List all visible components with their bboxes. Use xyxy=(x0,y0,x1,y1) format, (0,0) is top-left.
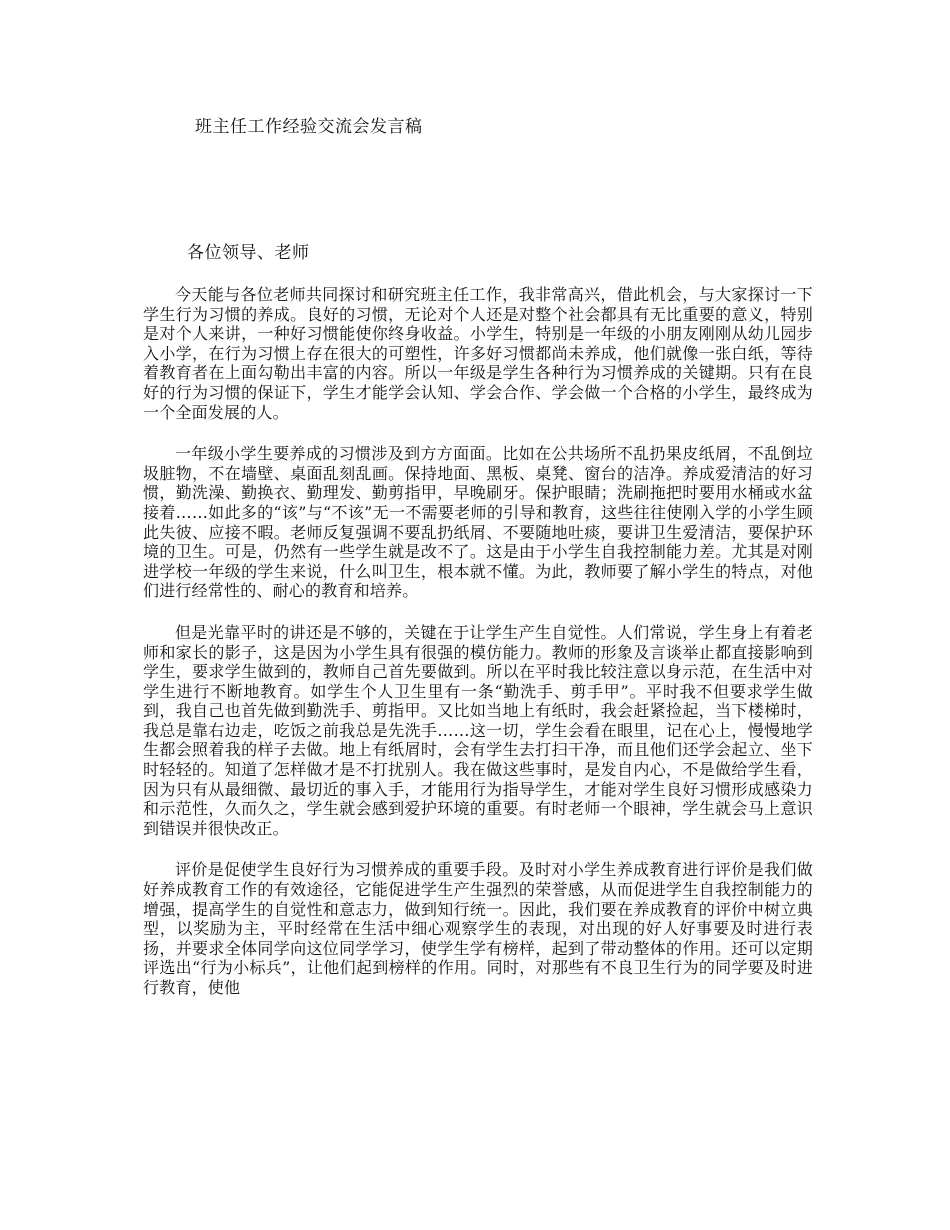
document-title: 班主任工作经验交流会发言稿 xyxy=(195,117,423,137)
paragraph-2: 一年级小学生要养成的习惯涉及到方方面面。比如在公共场所不乱扔果皮纸屑，不乱倒垃圾脏物，不在墙壁、桌面乱刻乱画。保持地面、黑板、桌凳、窗台的洁净。养成爱清洁的好习惯，勤洗澡、勤换衣、勤理发、勤剪指甲，早晚刷牙。保护眼睛；洗刷拖把时要用水桶或水盆接着……如此多的“该”与“不该”无一不需要老师的引导和教育，这些往往使刚入学的小学生顾此失彼、应接不暇。老师反复强调不要乱扔纸屑、不要随地吐痰，要讲卫生爱清洁，要保护环境的卫生。可是，仍然有一些学生就是改不了。这是由于小学生自我控制能力差。尤其是对刚进学校一年级的学生来说，什么叫卫生，根本就不懂。为此，教师要了解小学生的特点，对他们进行经常性的、耐心的教育和培养。 xyxy=(143,444,813,601)
paragraph-4: 评价是促使学生良好行为习惯养成的重要手段。及时对小学生养成教育进行评价是我们做好养成教育工作的有效途径，它能促进学生产生强烈的荣誉感，从而促进学生自我控制能力的增强，提高学生的自觉性和意志力，做到知行统一。因此，我们要在养成教育的评价中树立典型，以奖励为主，平时经常在生活中细心观察学生的表现，对出现的好人好事要及时进行表扬，并要求全体同学向这位同学学习，使学生学有榜样，起到了带动整体的作用。还可以定期评选出“行为小标兵”，让他们起到榜样的作用。同时，对那些有不良卫生行为的同学要及时进行教育，使他 xyxy=(143,860,813,997)
salutation: 各位领导、老师 xyxy=(187,243,310,263)
paragraph-1: 今天能与各位老师共同探讨和研究班主任工作，我非常高兴，借此机会，与大家探讨一下学生行为习惯的养成。良好的习惯，无论对个人还是对整个社会都具有无比重要的意义，特别是对个人来讲，一种好习惯能使你终身收益。小学生，特别是一年级的小朋友刚刚从幼儿园步入小学，在行为习惯上存在很大的可塑性，许多好习惯都尚未养成，他们就像一张白纸，等待着教育者在上面勾勒出丰富的内容。所以一年级是学生各种行为习惯养成的关键期。只有在良好的行为习惯的保证下，学生才能学会认知、学会合作、学会做一个合格的小学生，最终成为一个全面发展的人。 xyxy=(143,285,813,422)
document-body xyxy=(143,285,813,1020)
paragraph-3: 但是光靠平时的讲还是不够的，关键在于让学生产生自觉性。人们常说，学生身上有着老师和家长的影子，这是因为小学生具有很强的模仿能力。教师的形象及言谈举止都直接影响到学生，要求学生做到的，教师自己首先要做到。所以在平时我比较注意以身示范，在生活中对学生进行不断地教育。如学生个人卫生里有一条“勤洗手、剪手甲”。平时我不但要求学生做到，我自己也首先做到勤洗手、剪指甲。又比如当地上有纸时，我会赶紧捡起，当下楼梯时，我总是靠右边走，吃饭之前我总是先洗手……这一切，学生会看在眼里，记在心上，慢慢地学生都会照着我的样子去做。地上有纸屑时，会有学生去打扫干净，而且他们还学会起立、坐下时轻轻的。知道了怎样做才是不打扰别人。我在做这些事时，是发自内心，不是做给学生看，因为只有从最细微、最切近的事入手，才能用行为指导学生，才能对学生良好习惯形成感染力和示范性，久而久之，学生就会感到爱护环境的重要。有时老师一个眼神，学生就会马上意识到错误并很快改正。 xyxy=(143,622,813,838)
